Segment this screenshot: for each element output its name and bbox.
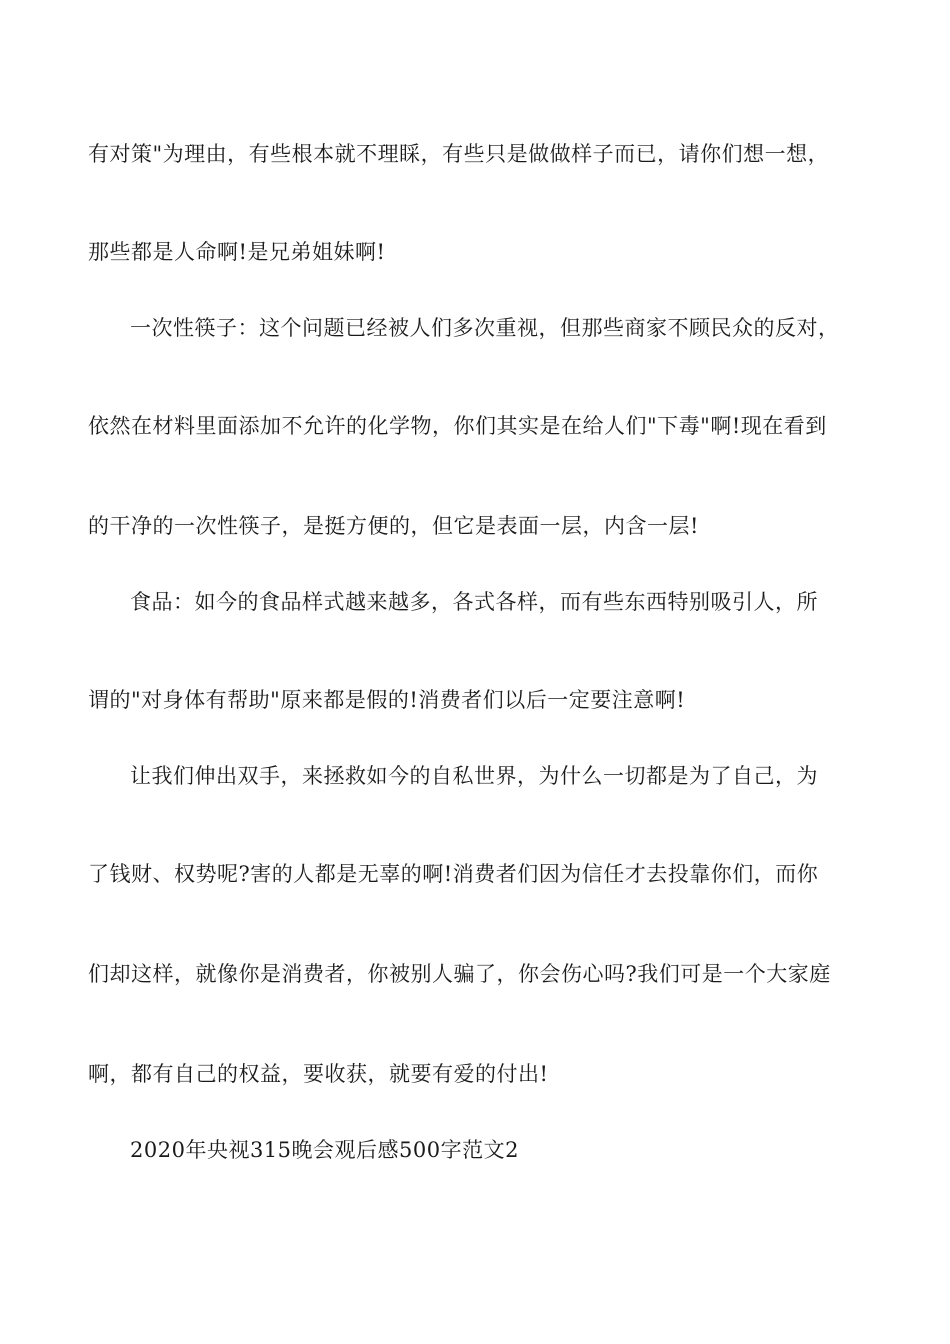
text-line: 了钱财、权势呢?害的人都是无辜的啊!消费者们因为信任才去投靠你们，而你 xyxy=(88,862,819,886)
paragraph-line: 一次性筷子：这个问题已经被人们多次重视，但那些商家不顾民众的反对， xyxy=(130,316,840,340)
text-line: 的干净的一次性筷子，是挺方便的，但它是表面一层，内含一层! xyxy=(88,514,699,538)
text-line: 们却这样，就像你是消费者，你被别人骗了，你会伤心吗?我们可是一个大家庭 xyxy=(88,962,831,986)
text-line: 啊，都有自己的权益，要收获，就要有爱的付出! xyxy=(88,1062,549,1086)
paragraph-line: 食品：如今的食品样式越来越多，各式各样，而有些东西特别吸引人，所 xyxy=(130,590,818,614)
text-line: 谓的"对身体有帮助"原来都是假的!消费者们以后一定要注意啊! xyxy=(88,688,686,712)
text-line: 有对策"为理由，有些根本就不理睬，有些只是做做样子而已，请你们想一想， xyxy=(88,142,830,166)
section-heading: 2020年央视315晚会观后感500字范文2 xyxy=(130,1138,519,1162)
text-line: 依然在材料里面添加不允许的化学物，你们其实是在给人们"下毒"啊!现在看到 xyxy=(88,414,827,438)
paragraph-line: 让我们伸出双手，来拯救如今的自私世界，为什么一切都是为了自己，为 xyxy=(130,764,818,788)
text-line: 那些都是人命啊!是兄弟姐妹啊! xyxy=(88,240,386,264)
